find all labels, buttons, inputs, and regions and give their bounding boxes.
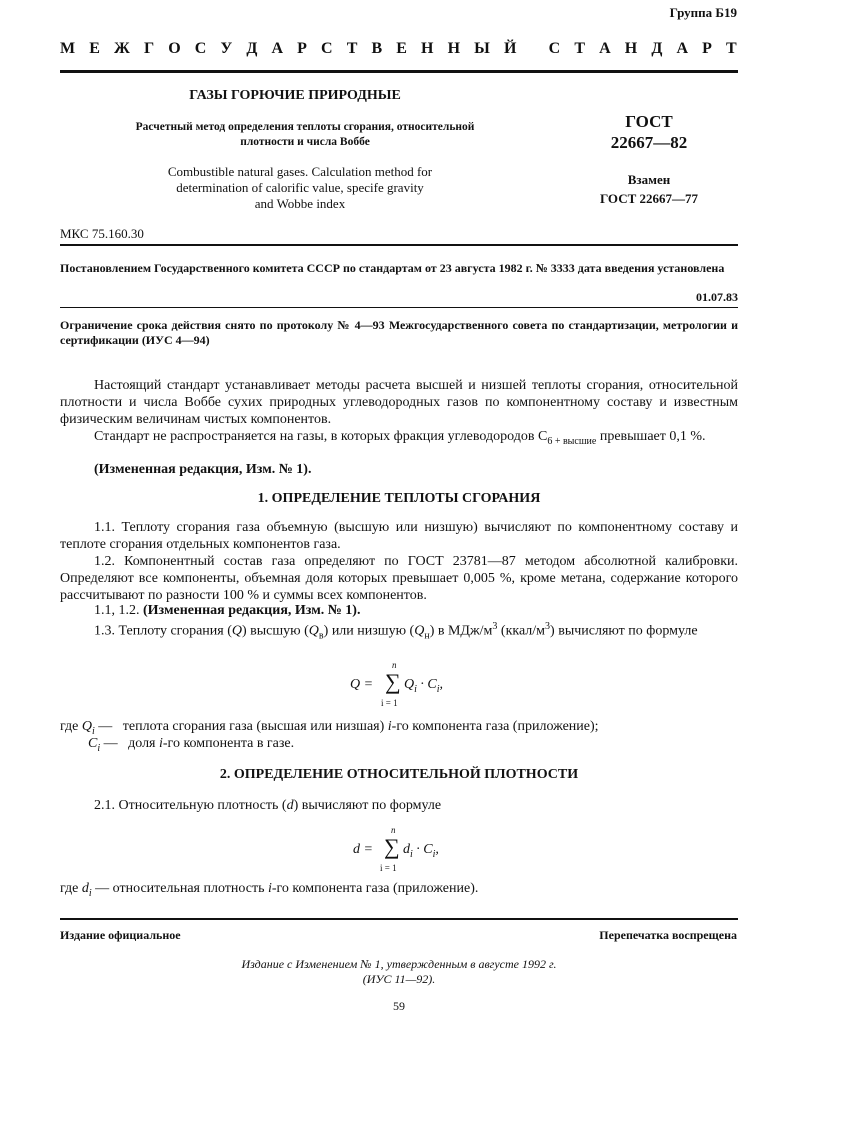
clause-1-3 (60, 618, 738, 644)
symbol: Q (308, 623, 319, 639)
text-run: -го компонента в газе. (162, 736, 295, 751)
subscript: i (97, 742, 101, 754)
symbol: Q (231, 623, 242, 639)
text-run: где (60, 881, 79, 896)
english-title (90, 164, 510, 212)
symbol: i (267, 881, 272, 896)
subscript: 6 + высшие (547, 435, 597, 447)
replaces-value: ГОСТ 22667—77 (599, 191, 699, 206)
gost-number: 22667—82 (610, 133, 688, 152)
text-run: , (435, 842, 439, 857)
banner-letter: Ж (114, 40, 130, 57)
text-run: превышает 0,1 %. (596, 429, 706, 444)
superscript: 3 (492, 621, 498, 632)
gost-designation (590, 111, 708, 153)
text-run: ) высшую ( (242, 623, 309, 639)
english-title-line: Combustible natural gases. Calculation method for (167, 164, 433, 179)
symbol: i (159, 736, 163, 751)
symbol: Q (404, 677, 415, 692)
symbol: d (286, 798, 294, 813)
date-rule (60, 307, 738, 308)
intro-paragraph: Настоящий стандарт устанавливает методы расчета высшей и низшей теплоты сгорания, относительной плотности и числа Воббе сухих природных углеводородных газов по компонентному составу и известным физическим величинам чистых компонентов. (60, 378, 738, 427)
text-run: доля (128, 736, 156, 751)
banner-letter: Й (503, 40, 517, 57)
banner-letter: М (60, 40, 76, 57)
subtitle-line: плотности и числа Воббе (240, 136, 370, 148)
edition-note (60, 957, 738, 987)
group-code: Группа Б19 (669, 5, 737, 20)
text-run: ) или низшую ( (323, 623, 415, 639)
subscript: i (436, 683, 440, 695)
text-run: ) вычисляют по формуле (550, 623, 698, 639)
document-subtitle (60, 120, 550, 150)
subscript: н (424, 630, 430, 642)
formula-lhs: d = (353, 842, 373, 857)
banner-letter: С (194, 40, 207, 57)
text-run: ) вычисляют по формуле (293, 798, 442, 813)
subtitle-line: Расчетный метод определения теплоты сгорания, относительной (135, 121, 475, 133)
banner-letter: Д (246, 40, 258, 57)
banner-letter: А (271, 40, 284, 57)
symbol: · C (412, 842, 433, 857)
text-run: , (439, 677, 444, 692)
text-run: 1.1, 1.2. (94, 603, 143, 618)
banner-letter: Н (447, 40, 461, 57)
clause-2-1 (60, 797, 738, 814)
symbol: i (387, 719, 392, 734)
replaces-label: Взамен (627, 172, 671, 187)
banner-letter: Т (574, 40, 585, 57)
banner-letter: А (676, 40, 689, 57)
where-d (60, 880, 738, 902)
english-title-line: and Wobbe index (254, 196, 346, 211)
sum-sign: ∑ (385, 669, 401, 694)
text-run: 2.1. Относительную плотность ( (94, 798, 287, 813)
banner-letter: Н (624, 40, 638, 57)
banner-letter: О (168, 40, 181, 57)
text-run: 1.3. Теплоту сгорания ( (94, 623, 232, 639)
subscript: i (92, 725, 95, 737)
edition-line: (ИУС 11—92). (362, 972, 436, 986)
sum-upper-limit: n (391, 825, 396, 835)
text-run: — (98, 719, 113, 734)
subscript: i (88, 887, 92, 899)
banner-letter: Е (396, 40, 407, 57)
text-run: (Измененная редакция, Изм. № 1). (143, 603, 361, 618)
banner-letter: Т (346, 40, 358, 57)
symbol: d (81, 881, 89, 896)
reprint-prohibited: Перепечатка воспрещена (599, 928, 737, 942)
text-run: где (60, 719, 79, 734)
text-run: -го компонента газа (приложение). (271, 881, 479, 896)
restriction-text: Ограничение срока действия снято по протоколу № 4—93 Межгосударственного совета по стандартизации, метрологии и сертификации (ИУС 4—94) (60, 318, 738, 347)
banner-letter: А (599, 40, 611, 57)
intro-paragraph-2 (60, 428, 738, 450)
section-2-title: 2. ОПРЕДЕЛЕНИЕ ОТНОСИТЕЛЬНОЙ ПЛОТНОСТИ (219, 767, 579, 782)
symbol: C (88, 736, 98, 751)
subscript: i (432, 848, 436, 860)
symbol: d (403, 842, 410, 857)
text-run: -го компонента газа (приложение); (391, 719, 599, 734)
subscript: i (410, 848, 413, 860)
banner-letter: Д (651, 40, 663, 57)
banner-letter: Р (702, 40, 712, 57)
gost-label: ГОСТ (625, 112, 673, 131)
clause-1-2: 1.2. Компонентный состав газа определяют по ГОСТ 23781—87 методом абсолютной калибровки. Определяют все компоненты, объемная доля которых превышает 0,005 %, кроме метана, содержание которого рассчитывают по разности 100 % и суммы всех компонентов. (60, 554, 738, 603)
formula-lhs: Q = (350, 677, 374, 692)
edition-line: Издание с Изменением № 1, утвержденным в августе 1992 г. (241, 957, 557, 971)
banner-letter: Ы (474, 40, 490, 57)
symbol: Q (414, 623, 425, 639)
amendment-note-1 (60, 602, 738, 619)
symbol: Q (81, 719, 93, 734)
banner-letter: У (220, 40, 233, 57)
official-edition: Издание официальное (60, 928, 181, 942)
superscript: 3 (545, 621, 551, 632)
banner-letter: Н (421, 40, 434, 57)
text-run: — (103, 736, 118, 751)
text-run: — относительная плотность (91, 881, 268, 896)
formula-heat (350, 660, 510, 710)
sum-lower-limit: i = 1 (380, 863, 397, 873)
sum-lower-limit: i = 1 (381, 698, 398, 708)
document-title: ГАЗЫ ГОРЮЧИЕ ПРИРОДНЫЕ (189, 88, 401, 103)
mks-rule (60, 244, 738, 246)
sum-upper-limit: n (392, 660, 397, 670)
subscript: в (318, 630, 324, 642)
banner-letter (531, 40, 535, 58)
banner-letter: Т (726, 40, 737, 57)
decree-text: Постановлением Государственного комитета СССР по стандартам от 23 августа 1982 г. № 3333 дата введения установлена (60, 261, 725, 275)
footer-rule (60, 918, 738, 920)
header-rule (60, 70, 738, 73)
standard-banner (60, 40, 737, 58)
banner-letter: Е (89, 40, 100, 57)
banner-letter: С (548, 40, 561, 57)
where-c (88, 735, 688, 757)
formula-rhs (403, 842, 439, 860)
clause-1-1: 1.1. Теплоту сгорания газа объемную (высшую или низшую) вычисляют по компонентному составу и теплоте сгорания отдельных компонентов газа. (60, 520, 738, 552)
text-run: теплота сгорания газа (высшая или низшая) (122, 719, 385, 734)
text-run: ) в МДж/м (429, 623, 493, 639)
banner-letter: В (371, 40, 383, 57)
text-run: (ккал/м (497, 623, 546, 639)
introduction-date: 01.07.83 (696, 290, 738, 304)
english-title-line: determination of calorific value, specife gravity (176, 180, 424, 195)
subscript: i (414, 683, 417, 695)
text-run: Стандарт не распространяется на газы, в которых фракция углеводородов С (94, 429, 548, 444)
banner-letter: Г (143, 40, 155, 57)
formula-rhs (404, 677, 443, 695)
banner-letter: Р (297, 40, 307, 57)
symbol: · C (416, 677, 437, 692)
page-number: 59 (393, 999, 405, 1013)
section-1-title: 1. ОПРЕДЕЛЕНИЕ ТЕПЛОТЫ СГОРАНИЯ (257, 491, 541, 506)
amendment-note: (Измененная редакция, Изм. № 1). (94, 462, 312, 477)
mks-code: МКС 75.160.30 (60, 226, 144, 241)
sum-sign: ∑ (384, 834, 400, 859)
banner-letter: С (321, 40, 333, 57)
formula-density (353, 825, 513, 875)
